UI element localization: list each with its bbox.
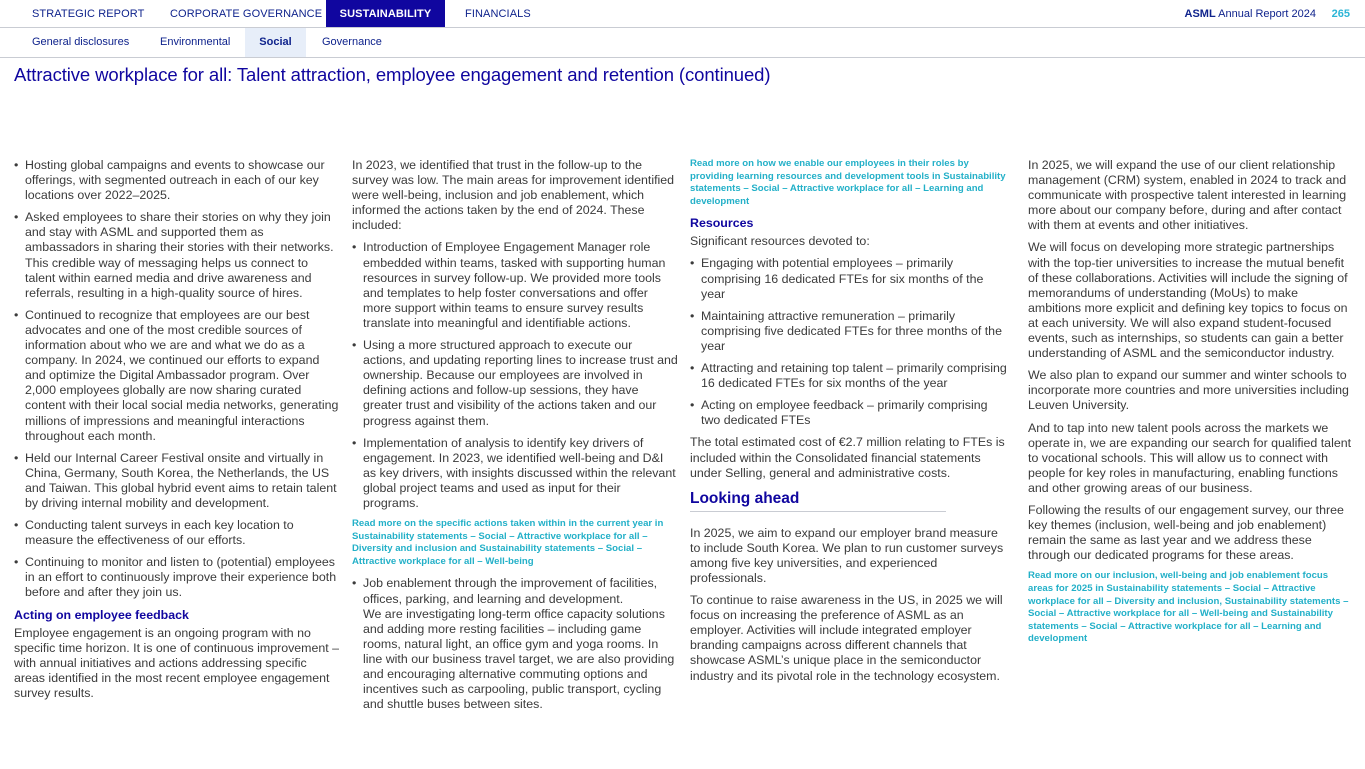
paragraph: In 2025, we aim to expand our employer brand measure to include South Korea. We plan to run customer surveys among five key universities, and experienced professionals. [690, 525, 1004, 585]
subtab-governance[interactable]: Governance [322, 36, 382, 48]
read-more-link[interactable]: Read more on the specific actions taken within in the current year in Sustainability statements – Social – Attractive workplace for all – Diversity and inclusion and Sustainability statements – Social – Attractive workplace for all – Well-being [352, 518, 664, 567]
report-brand [1185, 0, 1316, 28]
actions-bullet-list [352, 240, 678, 511]
list-item: • Conducting talent surveys in each key location to measure the effectiveness of our efforts. [14, 518, 340, 548]
column-3 [690, 158, 1010, 691]
tab-corporate-governance[interactable]: CORPORATE GOVERNANCE [170, 8, 323, 20]
tab-sustainability[interactable]: SUSTAINABILITY [326, 0, 445, 27]
top-navigation [0, 0, 1365, 28]
paragraph: To continue to raise awareness in the US, in 2025 we will focus on increasing the preference of ASML as an employer. Activities will include integrated employer branding campaigns across different channels that showcase ASML’s unique place in the semiconductor industry and its pivotal role in the technology ecosystem. [690, 593, 1003, 683]
section-subnavigation [0, 28, 1365, 58]
tab-financials[interactable]: FINANCIALS [465, 8, 531, 20]
job-enablement-bullet-list [352, 576, 678, 712]
list-item: • Continuing to monitor and listen to (potential) employees in an effort to continuously improve their experience both before and after they join us. [14, 555, 340, 600]
list-item-line: We are investigating long-term office capacity solutions and adding more resting facilities – including game rooms, natural light, an office gym and yoga rooms. In line with our business travel target, we are also providing and encouraging alternative commuting options and incentives such as carpooling, public transport, cycling and shuttle buses between sites. [363, 606, 675, 712]
list-item: • Continued to recognize that employees are our best advocates and one of the most credible sources of information about who we are and what we do as a company. In 2024, we continued our efforts to expand and optimize the Digital Ambassador program. Over 2,000 employees globally are now sharing curated content with their local social media networks, generating millions of impressions and meaningful interactions throughout each month. [14, 308, 340, 444]
paragraph: In 2023, we identified that trust in the follow-up to the survey was low. The main areas for improvement identified were well-being, inclusion and job enablement, which informed the actions taken by the end of 2024. These included: [352, 158, 675, 233]
acting-on-feedback-heading: Acting on employee feedback [14, 607, 189, 622]
paragraph: And to tap into new talent pools across the markets we operate in, we are expanding our search for qualified talent to vocational schools. This will allow us to connect with people for key roles in manufacturing, enabling functions and other growing areas of our business. [1028, 420, 1352, 495]
paragraph: We will focus on developing more strategic partnerships with the top-tier universities to increase the mutual benefit of these collaborations. Activities will include the signing of memorandums of understanding (MoUs) to make ambitions more explicit and defining key topics to focus on at each university. We will also expand student-focused events, such as internships, so students can gain a better understanding of ASML and the semiconductor industry. [1028, 240, 1348, 361]
list-item: • Acting on employee feedback – primarily comprising two dedicated FTEs [690, 398, 1010, 428]
column-2 [352, 158, 678, 719]
list-item-line: Job enablement through the improvement of facilities, offices, parking, and learning and development. [363, 576, 658, 606]
subtab-environmental[interactable]: Environmental [160, 36, 231, 48]
paragraph: We also plan to expand our summer and winter schools to incorporate more countries and more universities including Leuven University. [1028, 368, 1349, 413]
list-item: • Implementation of analysis to identify key drivers of engagement. In 2023, we identified well-being and D&I as key drivers, with insights discussed within the relevant global project teams and used as input for their programs. [352, 436, 678, 511]
column-1 [14, 158, 340, 708]
list-item: • Asked employees to share their stories on why they join and stay with ASML and supported them as ambassadors in sharing their stories with their networks. This credible way of messaging helps us connect to talent within earned media and drive awareness and referrals, resulting in a high-quality source of hires. [14, 210, 340, 301]
list-item: • Using a more structured approach to execute our actions, and updating reporting lines to increase trust and ownership. Because our employees are involved in defining actions and follow-up sessions, they have greater trust and visibility of the actions taken and our progress against them. [352, 338, 678, 429]
list-item: • Held our Internal Career Festival onsite and virtually in China, Germany, South Korea, the Netherlands, the US and Taiwan. This global hybrid event aims to retain talent by driving internal mobility and development. [14, 451, 340, 511]
paragraph: Significant resources devoted to: [690, 234, 870, 249]
brand-name: ASML [1184, 8, 1216, 20]
list-item: • Attracting and retaining top talent – primarily comprising 16 dedicated FTEs for six months of the year [690, 361, 1010, 391]
read-more-link[interactable]: Read more on how we enable our employees in their roles by providing learning resources and development tools in Sustainability statements – Social – Attractive workplace for all – Learning and development [690, 158, 1006, 207]
column-4 [1028, 158, 1352, 654]
list-item: • Maintaining attractive remuneration – primarily comprising five dedicated FTEs for three months of the year [690, 309, 1010, 354]
paragraph: The total estimated cost of €2.7 million relating to FTEs is included within the Consolidated financial statements under Selling, general and administrative costs. [690, 435, 1005, 480]
paragraph: Employee engagement is an ongoing program with no specific time horizon. It is one of continuous improvement – with annual initiatives and actions addressing specific areas identified in the most recent employee engagement survey results. [14, 625, 340, 700]
paragraph: In 2025, we will expand the use of our client relationship management (CRM) system, enabled in 2024 to track and communicate with prospective talent interested in learning more about our company before, during and after contact with them at events and other initiatives. [1028, 158, 1347, 233]
campaign-bullet-list [14, 158, 340, 601]
list-item [352, 576, 678, 712]
resources-heading: Resources [690, 216, 754, 231]
looking-ahead-heading: Looking ahead [690, 489, 946, 512]
list-item: • Hosting global campaigns and events to showcase our offerings, with segmented outreach in each of our key locations over 2022–2025. [14, 158, 340, 203]
brand-report-title: Annual Report 2024 [1215, 8, 1316, 20]
subtab-social[interactable]: Social [245, 28, 306, 57]
page-number: 265 [1331, 8, 1350, 20]
subtab-general-disclosures[interactable]: General disclosures [32, 36, 130, 48]
list-item: • Engaging with potential employees – primarily comprising 16 dedicated FTEs for six months of the year [690, 256, 1010, 301]
read-more-link[interactable]: Read more on our inclusion, well-being and job enablement focus areas for 2025 in Sustainability statements – Social – Attractive workplace for all – Diversity and inclusion, Sustainability statements – Social – Attractive workplace for all – Well-being and Sustainability statements – Social – Attractive workplace for all – Learning and development [1028, 570, 1349, 645]
tab-strategic-report[interactable]: STRATEGIC REPORT [32, 8, 145, 20]
list-item: • Introduction of Employee Engagement Manager role embedded within teams, tasked with supporting human resources in survey follow-up. We provided more tools and templates to help foster conversations and offer more support within teams to ensure survey results translate into meaningful and identifiable actions. [352, 240, 678, 331]
paragraph: Following the results of our engagement survey, our three key themes (inclusion, well-being and job enablement) remain the same as last year and we address these through our dedicated programs for these areas. [1028, 502, 1344, 563]
page-title: Attractive workplace for all: Talent attraction, employee engagement and retention (continued) [14, 64, 771, 85]
resources-bullet-list [690, 256, 1010, 428]
